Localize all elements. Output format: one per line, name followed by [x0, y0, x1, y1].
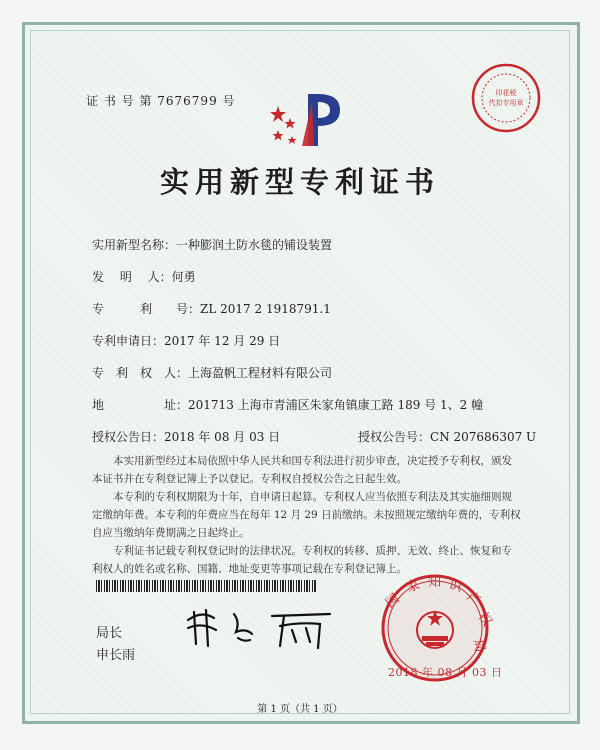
svg-text:代扣专用章: 代扣专用章 — [488, 99, 524, 107]
field-value: 2018 年 08 月 03 日 — [164, 430, 281, 444]
page-title: 实用新型专利证书 — [159, 165, 440, 199]
field-value: 何勇 — [171, 270, 196, 284]
patent-office-logo-icon — [268, 88, 348, 152]
field-patentee — [92, 364, 332, 381]
certificate-body — [92, 452, 522, 578]
field-value: 201713 上海市青浦区朱家角镇康工路 189 号 1、2 幢 — [188, 398, 484, 412]
field-patent-number — [92, 300, 331, 317]
field-value: ZL 2017 2 1918791.1 — [200, 302, 331, 316]
field-label: 实用新型名称： — [92, 238, 177, 252]
svg-text:权: 权 — [474, 609, 495, 629]
director-title: 局长 — [96, 626, 123, 641]
svg-text:产: 产 — [463, 588, 483, 609]
svg-text:家: 家 — [404, 577, 422, 596]
field-value: 2017 年 12 月 29 日 — [164, 334, 281, 348]
page-footer: 第 1 页（共 1 页） — [257, 704, 343, 715]
svg-text:国: 国 — [382, 591, 403, 612]
field-utility-model-name — [92, 236, 332, 253]
field-label: 授权公告号： — [358, 430, 431, 444]
field-value: 一种膨润土防水毯的铺设装置 — [176, 238, 333, 252]
svg-text:识: 识 — [446, 577, 464, 596]
director-signature — [180, 602, 340, 652]
field-label: 专 利 权 人： — [92, 366, 189, 380]
field-label: 发 明 人： — [92, 270, 172, 284]
tax-stamp-icon — [470, 62, 542, 134]
field-label: 地 址： — [92, 398, 189, 412]
field-inventor — [92, 268, 196, 285]
body-paragraph: 本专利的专利权期限为十年，自申请日起算。专利权人应当依照专利法及其实施细则规定缴纳年费。本专利的年费应当在每年 12 月 29 日前缴纳。未按照规定缴纳年费的，专利权自应当缴纳年费期满之日起终止。 — [92, 491, 521, 539]
director-name: 申长雨 — [96, 648, 136, 663]
body-paragraph: 专利证书记载专利权登记时的法律状况。专利权的转移、质押、无效、终止、恢复和专利权人的姓名或名称、国籍、地址变更等事项记载在专利登记簿上。 — [92, 545, 512, 575]
field-label: 专利申请日： — [92, 334, 165, 348]
field-value: 上海盈帆工程材料有限公司 — [188, 366, 333, 380]
certificate-number: 证 书 号 第 7676799 号 — [86, 94, 236, 108]
seal-date: 2018 年 08 月 03 日 — [388, 666, 503, 679]
field-label: 专 利 号： — [92, 302, 201, 316]
svg-text:印花税: 印花税 — [495, 89, 517, 97]
field-address — [92, 396, 483, 413]
body-paragraph: 本实用新型经过本局依照中华人民共和国专利法进行初步审查，决定授予专利权，颁发本证书并在专利登记簿上予以登记。专利权自授权公告之日起生效。 — [92, 455, 512, 485]
field-label: 授权公告日： — [92, 430, 165, 444]
svg-text:局: 局 — [470, 638, 488, 654]
barcode — [96, 580, 316, 592]
field-grant-announcement-date — [92, 428, 280, 445]
svg-text:知: 知 — [428, 575, 442, 590]
field-grant-announcement-no — [358, 428, 536, 445]
field-application-date — [92, 332, 280, 349]
field-value: CN 207686307 U — [430, 430, 537, 444]
